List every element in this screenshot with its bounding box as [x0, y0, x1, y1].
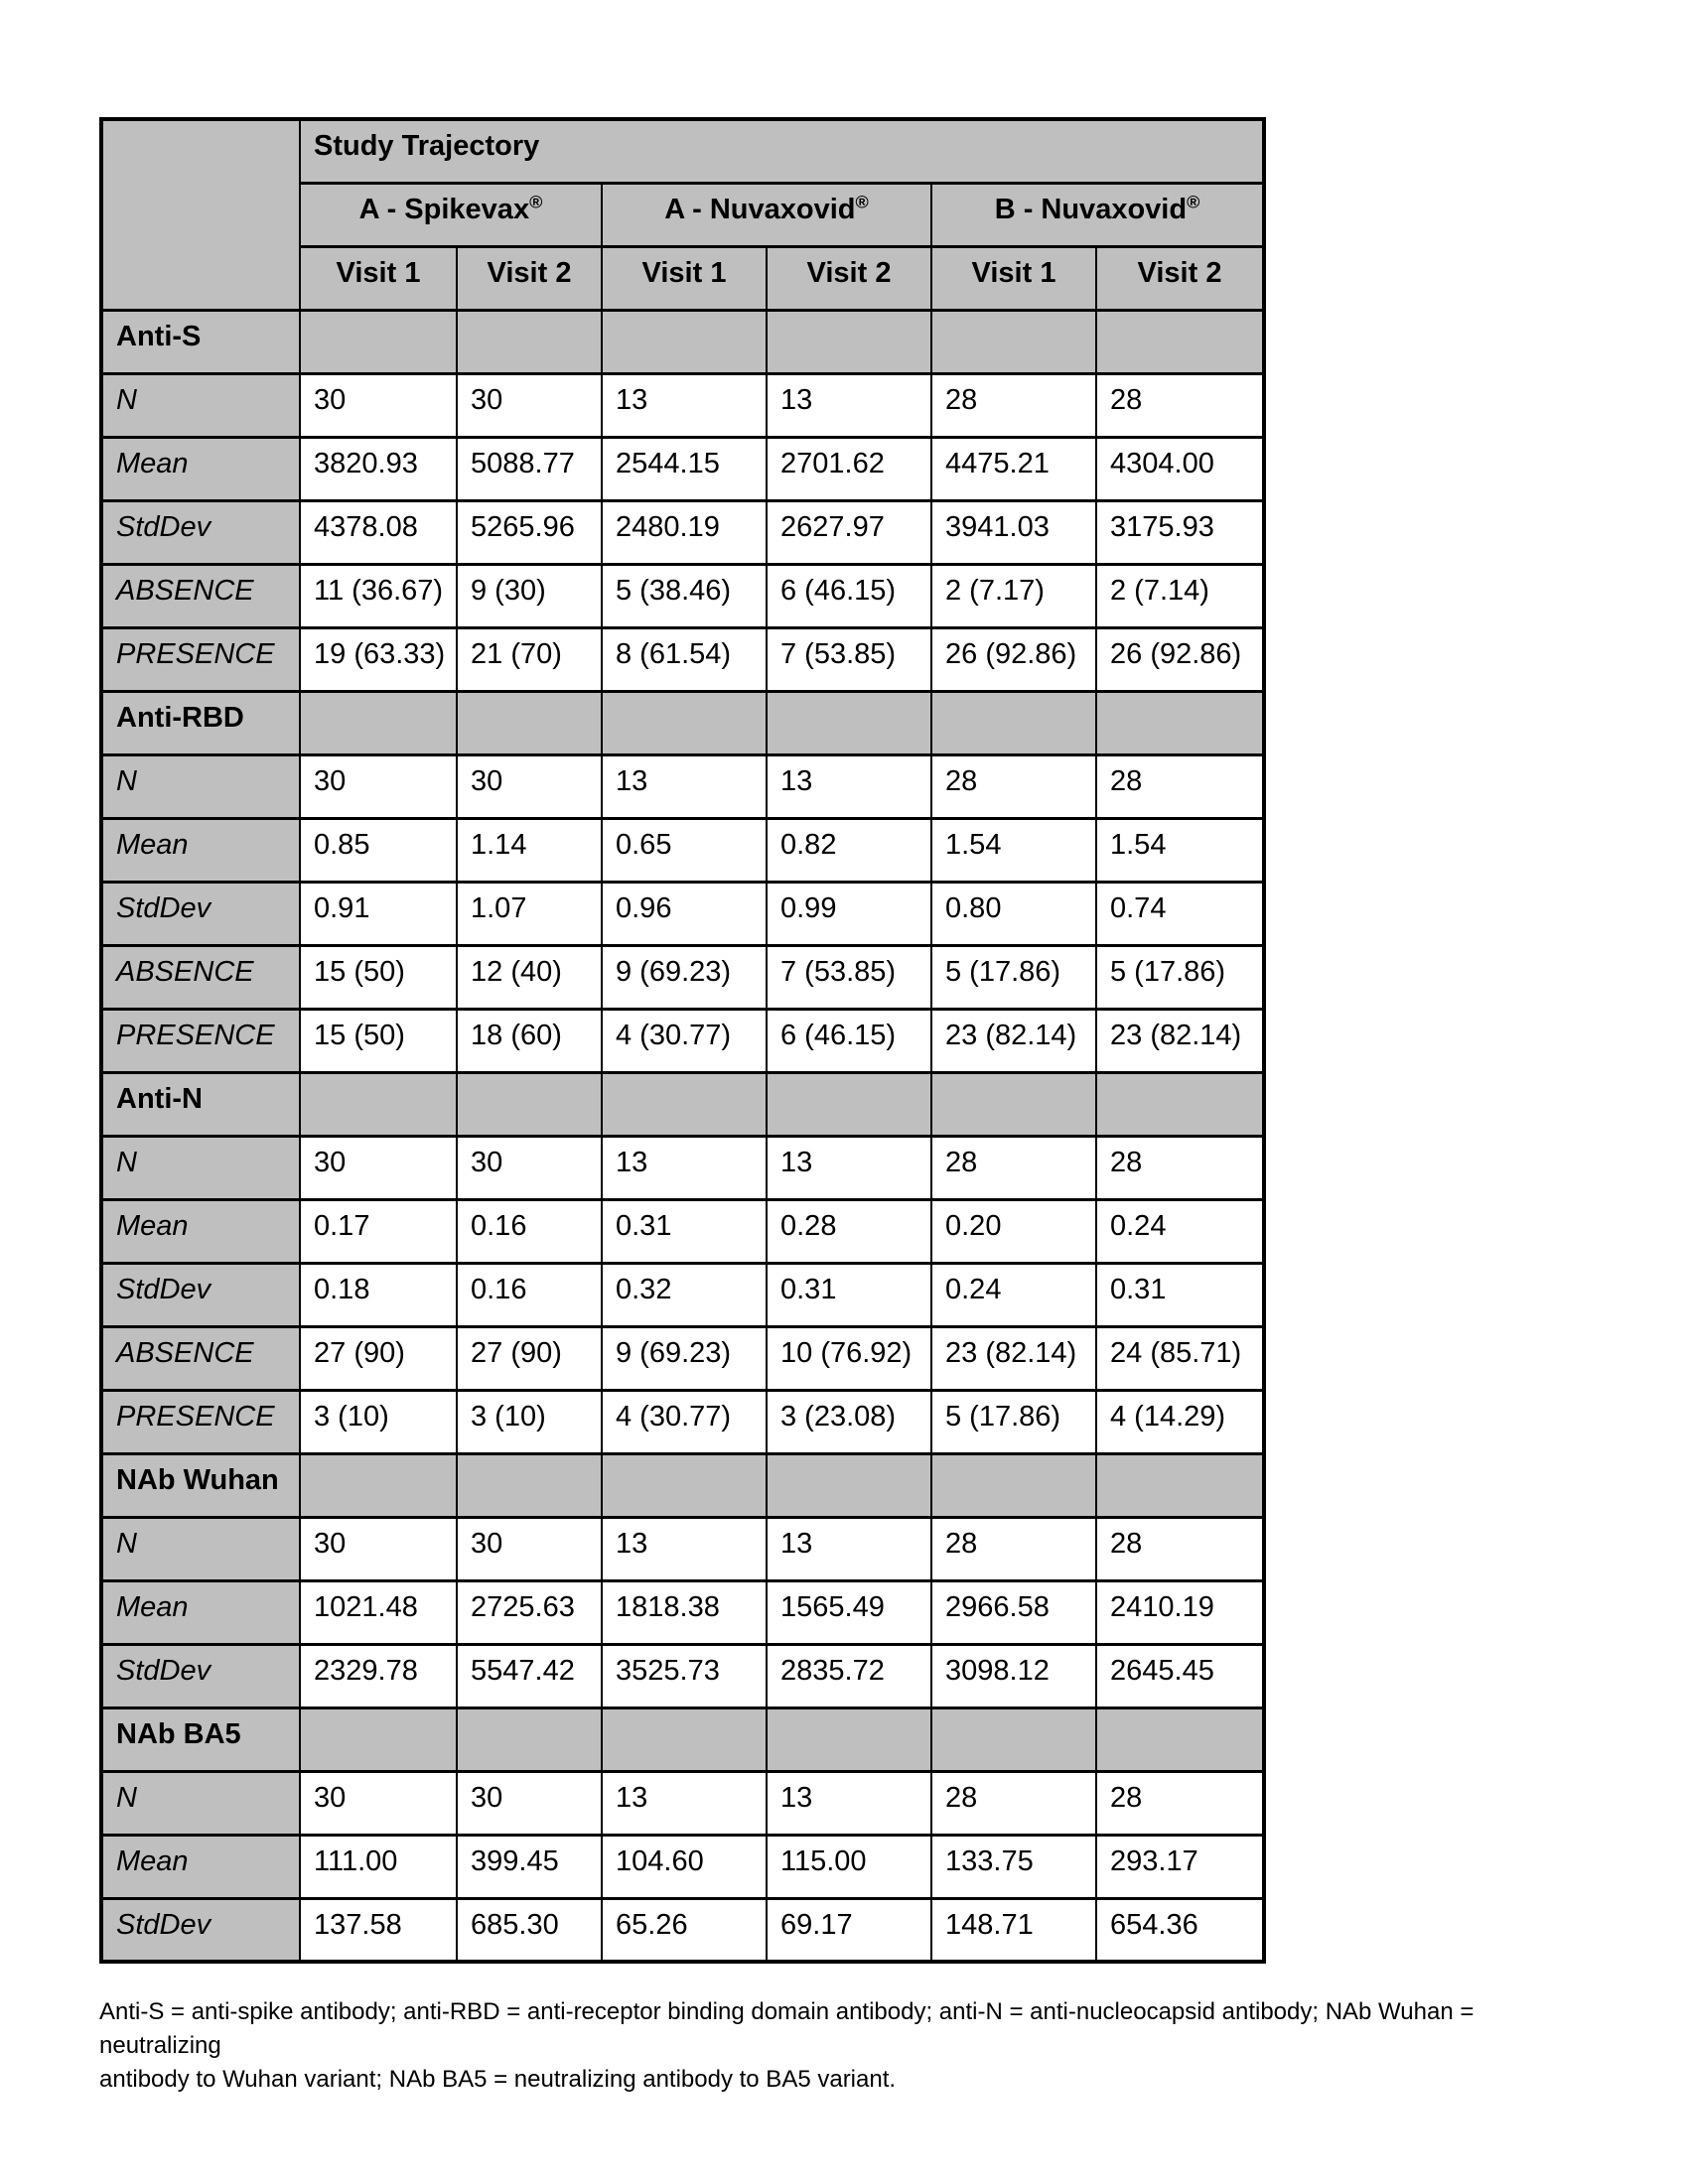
data-cell: 2329.78: [300, 1644, 457, 1707]
data-cell: 8 (61.54): [602, 627, 767, 691]
data-cell: 13: [602, 1771, 767, 1835]
table-row: [101, 1390, 1264, 1453]
registered-mark: ®: [529, 191, 543, 211]
data-cell: 2 (7.14): [1096, 564, 1264, 627]
data-cell: 0.24: [1096, 1199, 1264, 1263]
empty-cell: [1096, 1707, 1264, 1771]
footnote: [99, 1995, 1589, 2097]
data-cell: 5547.42: [457, 1644, 602, 1707]
data-cell: 13: [602, 754, 767, 818]
data-cell: 11 (36.67): [300, 564, 457, 627]
table-row: [101, 1326, 1264, 1390]
visit-header: Visit 1: [300, 246, 457, 310]
data-cell: 3 (10): [457, 1390, 602, 1453]
data-cell: 7 (53.85): [767, 945, 931, 1009]
data-cell: 21 (70): [457, 627, 602, 691]
empty-cell: [931, 1453, 1096, 1517]
data-cell: 399.45: [457, 1835, 602, 1898]
data-cell: 28: [931, 1517, 1096, 1580]
data-cell: 0.99: [767, 882, 931, 945]
table-row: [101, 373, 1264, 437]
corner-cell: [101, 119, 300, 310]
empty-cell: [1096, 691, 1264, 754]
data-cell: 15 (50): [300, 1009, 457, 1072]
data-cell: 111.00: [300, 1835, 457, 1898]
data-cell: 28: [931, 1771, 1096, 1835]
data-cell: 1.14: [457, 818, 602, 882]
data-cell: 30: [300, 1136, 457, 1199]
data-cell: 9 (69.23): [602, 945, 767, 1009]
data-cell: 0.17: [300, 1199, 457, 1263]
table-row: [101, 882, 1264, 945]
data-cell: 13: [602, 373, 767, 437]
data-cell: 30: [457, 754, 602, 818]
registered-mark: ®: [1187, 191, 1200, 211]
data-cell: 148.71: [931, 1898, 1096, 1962]
empty-cell: [602, 691, 767, 754]
data-cell: 2835.72: [767, 1644, 931, 1707]
data-cell: 685.30: [457, 1898, 602, 1962]
section-header: Anti-S: [101, 310, 300, 373]
data-cell: 137.58: [300, 1898, 457, 1962]
empty-cell: [457, 1707, 602, 1771]
data-cell: 0.82: [767, 818, 931, 882]
data-cell: 0.31: [602, 1199, 767, 1263]
data-cell: 654.36: [1096, 1898, 1264, 1962]
row-label: N: [101, 1517, 300, 1580]
empty-cell: [300, 1707, 457, 1771]
row-label: Mean: [101, 1580, 300, 1644]
data-cell: 30: [300, 1517, 457, 1580]
data-cell: 3525.73: [602, 1644, 767, 1707]
data-cell: 2480.19: [602, 500, 767, 564]
data-cell: 28: [1096, 1136, 1264, 1199]
footnote-line-2: antibody to Wuhan variant; NAb BA5 = neutralizing antibody to BA5 variant.: [99, 2066, 897, 2093]
data-cell: 26 (92.86): [1096, 627, 1264, 691]
empty-cell: [457, 1453, 602, 1517]
empty-cell: [602, 1453, 767, 1517]
data-cell: 4378.08: [300, 500, 457, 564]
section-row: [101, 1453, 1264, 1517]
empty-cell: [457, 310, 602, 373]
data-cell: 6 (46.15): [767, 564, 931, 627]
data-cell: 9 (69.23): [602, 1326, 767, 1390]
table-row: [101, 1136, 1264, 1199]
registered-mark: ®: [855, 191, 869, 211]
empty-cell: [602, 1072, 767, 1136]
data-cell: 0.32: [602, 1263, 767, 1326]
empty-cell: [1096, 1453, 1264, 1517]
data-cell: 28: [931, 1136, 1096, 1199]
data-cell: 10 (76.92): [767, 1326, 931, 1390]
data-cell: 3098.12: [931, 1644, 1096, 1707]
empty-cell: [767, 1072, 931, 1136]
vaccine-name: A - Spikevax: [358, 193, 530, 225]
table-row: [101, 500, 1264, 564]
empty-cell: [300, 691, 457, 754]
empty-cell: [767, 1453, 931, 1517]
data-cell: 1.07: [457, 882, 602, 945]
data-cell: 0.31: [767, 1263, 931, 1326]
data-cell: 65.26: [602, 1898, 767, 1962]
data-cell: 30: [300, 373, 457, 437]
empty-cell: [931, 1072, 1096, 1136]
data-cell: 1565.49: [767, 1580, 931, 1644]
data-cell: 15 (50): [300, 945, 457, 1009]
empty-cell: [767, 1707, 931, 1771]
row-label: Mean: [101, 818, 300, 882]
data-cell: 13: [602, 1517, 767, 1580]
data-cell: 3 (23.08): [767, 1390, 931, 1453]
data-cell: 0.65: [602, 818, 767, 882]
row-label: StdDev: [101, 500, 300, 564]
data-cell: 30: [300, 754, 457, 818]
data-cell: 24 (85.71): [1096, 1326, 1264, 1390]
data-cell: 28: [1096, 1771, 1264, 1835]
row-label: PRESENCE: [101, 1009, 300, 1072]
visit-header: Visit 1: [602, 246, 767, 310]
data-cell: 0.91: [300, 882, 457, 945]
section-row: [101, 691, 1264, 754]
section-row: [101, 1072, 1264, 1136]
visit-header: Visit 2: [1096, 246, 1264, 310]
data-cell: 5088.77: [457, 437, 602, 500]
data-cell: 2 (7.17): [931, 564, 1096, 627]
vaccine-name: A - Nuvaxovid: [664, 193, 856, 225]
row-label: Mean: [101, 1835, 300, 1898]
data-cell: 30: [457, 373, 602, 437]
data-cell: 104.60: [602, 1835, 767, 1898]
data-cell: 1021.48: [300, 1580, 457, 1644]
table-row: [101, 1898, 1264, 1962]
table-row: [101, 564, 1264, 627]
data-cell: 30: [457, 1136, 602, 1199]
empty-cell: [602, 1707, 767, 1771]
group-header-a-nuvaxovid: [602, 183, 931, 246]
empty-cell: [767, 691, 931, 754]
data-cell: 0.16: [457, 1199, 602, 1263]
antibody-results-table: [99, 117, 1266, 1964]
visit-header: Visit 2: [767, 246, 931, 310]
empty-cell: [300, 310, 457, 373]
data-cell: 19 (63.33): [300, 627, 457, 691]
data-cell: 28: [931, 373, 1096, 437]
data-cell: 1.54: [1096, 818, 1264, 882]
row-label: N: [101, 373, 300, 437]
data-cell: 4 (30.77): [602, 1009, 767, 1072]
vaccine-name: B - Nuvaxovid: [994, 193, 1188, 225]
group-header-spikevax: [300, 183, 602, 246]
table-row: [101, 945, 1264, 1009]
empty-cell: [457, 691, 602, 754]
row-label: PRESENCE: [101, 1390, 300, 1453]
data-cell: 2966.58: [931, 1580, 1096, 1644]
empty-cell: [931, 1707, 1096, 1771]
data-cell: 3175.93: [1096, 500, 1264, 564]
row-label: StdDev: [101, 1644, 300, 1707]
row-label: Mean: [101, 1199, 300, 1263]
data-cell: 0.18: [300, 1263, 457, 1326]
row-label: StdDev: [101, 1898, 300, 1962]
data-cell: 23 (82.14): [931, 1326, 1096, 1390]
data-cell: 4 (30.77): [602, 1390, 767, 1453]
section-row: [101, 310, 1264, 373]
data-cell: 30: [300, 1771, 457, 1835]
table-row: [101, 627, 1264, 691]
data-cell: 5 (17.86): [931, 1390, 1096, 1453]
table-row: [101, 1644, 1264, 1707]
data-cell: 133.75: [931, 1835, 1096, 1898]
data-cell: 30: [457, 1771, 602, 1835]
row-label: N: [101, 754, 300, 818]
data-cell: 30: [457, 1517, 602, 1580]
data-cell: 13: [767, 1136, 931, 1199]
data-cell: 0.16: [457, 1263, 602, 1326]
data-cell: 3820.93: [300, 437, 457, 500]
data-cell: 2645.45: [1096, 1644, 1264, 1707]
row-label: N: [101, 1136, 300, 1199]
section-header: NAb Wuhan: [101, 1453, 300, 1517]
data-cell: 2544.15: [602, 437, 767, 500]
data-cell: 28: [931, 754, 1096, 818]
data-cell: 18 (60): [457, 1009, 602, 1072]
data-cell: 13: [602, 1136, 767, 1199]
data-cell: 0.24: [931, 1263, 1096, 1326]
data-cell: 26 (92.86): [931, 627, 1096, 691]
visit-header: Visit 2: [457, 246, 602, 310]
row-label: N: [101, 1771, 300, 1835]
data-cell: 2627.97: [767, 500, 931, 564]
empty-cell: [457, 1072, 602, 1136]
data-cell: 5265.96: [457, 500, 602, 564]
table-row: [101, 437, 1264, 500]
data-cell: 13: [767, 1517, 931, 1580]
table-row: [101, 1580, 1264, 1644]
table-row: [101, 1263, 1264, 1326]
table-row: [101, 1835, 1264, 1898]
visit-header: Visit 1: [931, 246, 1096, 310]
table-row: [101, 1771, 1264, 1835]
table-title-row: [101, 119, 1264, 183]
row-label: PRESENCE: [101, 627, 300, 691]
data-cell: 293.17: [1096, 1835, 1264, 1898]
data-cell: 27 (90): [300, 1326, 457, 1390]
data-cell: 0.31: [1096, 1263, 1264, 1326]
empty-cell: [767, 310, 931, 373]
data-cell: 13: [767, 1771, 931, 1835]
data-cell: 3941.03: [931, 500, 1096, 564]
data-cell: 28: [1096, 754, 1264, 818]
data-cell: 0.85: [300, 818, 457, 882]
data-cell: 4 (14.29): [1096, 1390, 1264, 1453]
empty-cell: [300, 1072, 457, 1136]
footnote-line-1: Anti-S = anti-spike antibody; anti-RBD = anti-receptor binding domain antibody; anti-N = anti-nucleocapsid antibody; NAb Wuhan = neutralizing: [99, 1998, 1475, 2059]
data-cell: 0.96: [602, 882, 767, 945]
data-cell: 23 (82.14): [931, 1009, 1096, 1072]
table-row: [101, 1199, 1264, 1263]
data-cell: 3 (10): [300, 1390, 457, 1453]
table-title: Study Trajectory: [300, 119, 1264, 183]
row-label: ABSENCE: [101, 564, 300, 627]
table-row: [101, 818, 1264, 882]
data-cell: 7 (53.85): [767, 627, 931, 691]
section-header: NAb BA5: [101, 1707, 300, 1771]
row-label: StdDev: [101, 882, 300, 945]
data-cell: 115.00: [767, 1835, 931, 1898]
data-cell: 0.80: [931, 882, 1096, 945]
data-cell: 4475.21: [931, 437, 1096, 500]
data-cell: 5 (17.86): [1096, 945, 1264, 1009]
data-cell: 0.74: [1096, 882, 1264, 945]
data-cell: 28: [1096, 1517, 1264, 1580]
table-row: [101, 754, 1264, 818]
data-cell: 6 (46.15): [767, 1009, 931, 1072]
empty-cell: [931, 310, 1096, 373]
data-cell: 1.54: [931, 818, 1096, 882]
data-cell: 4304.00: [1096, 437, 1264, 500]
empty-cell: [602, 310, 767, 373]
section-header: Anti-N: [101, 1072, 300, 1136]
data-cell: 0.28: [767, 1199, 931, 1263]
empty-cell: [931, 691, 1096, 754]
group-header-b-nuvaxovid: [931, 183, 1264, 246]
data-cell: 69.17: [767, 1898, 931, 1962]
data-cell: 0.20: [931, 1199, 1096, 1263]
row-label: ABSENCE: [101, 1326, 300, 1390]
data-cell: 2725.63: [457, 1580, 602, 1644]
data-cell: 5 (17.86): [931, 945, 1096, 1009]
section-header: Anti-RBD: [101, 691, 300, 754]
data-cell: 12 (40): [457, 945, 602, 1009]
data-cell: 13: [767, 373, 931, 437]
empty-cell: [300, 1453, 457, 1517]
row-label: ABSENCE: [101, 945, 300, 1009]
data-cell: 2701.62: [767, 437, 931, 500]
data-cell: 23 (82.14): [1096, 1009, 1264, 1072]
empty-cell: [1096, 1072, 1264, 1136]
table-row: [101, 1009, 1264, 1072]
data-cell: 13: [767, 754, 931, 818]
data-cell: 27 (90): [457, 1326, 602, 1390]
section-row: [101, 1707, 1264, 1771]
data-cell: 5 (38.46): [602, 564, 767, 627]
data-cell: 2410.19: [1096, 1580, 1264, 1644]
row-label: StdDev: [101, 1263, 300, 1326]
row-label: Mean: [101, 437, 300, 500]
data-cell: 28: [1096, 373, 1264, 437]
data-cell: 1818.38: [602, 1580, 767, 1644]
table-row: [101, 1517, 1264, 1580]
data-cell: 9 (30): [457, 564, 602, 627]
empty-cell: [1096, 310, 1264, 373]
